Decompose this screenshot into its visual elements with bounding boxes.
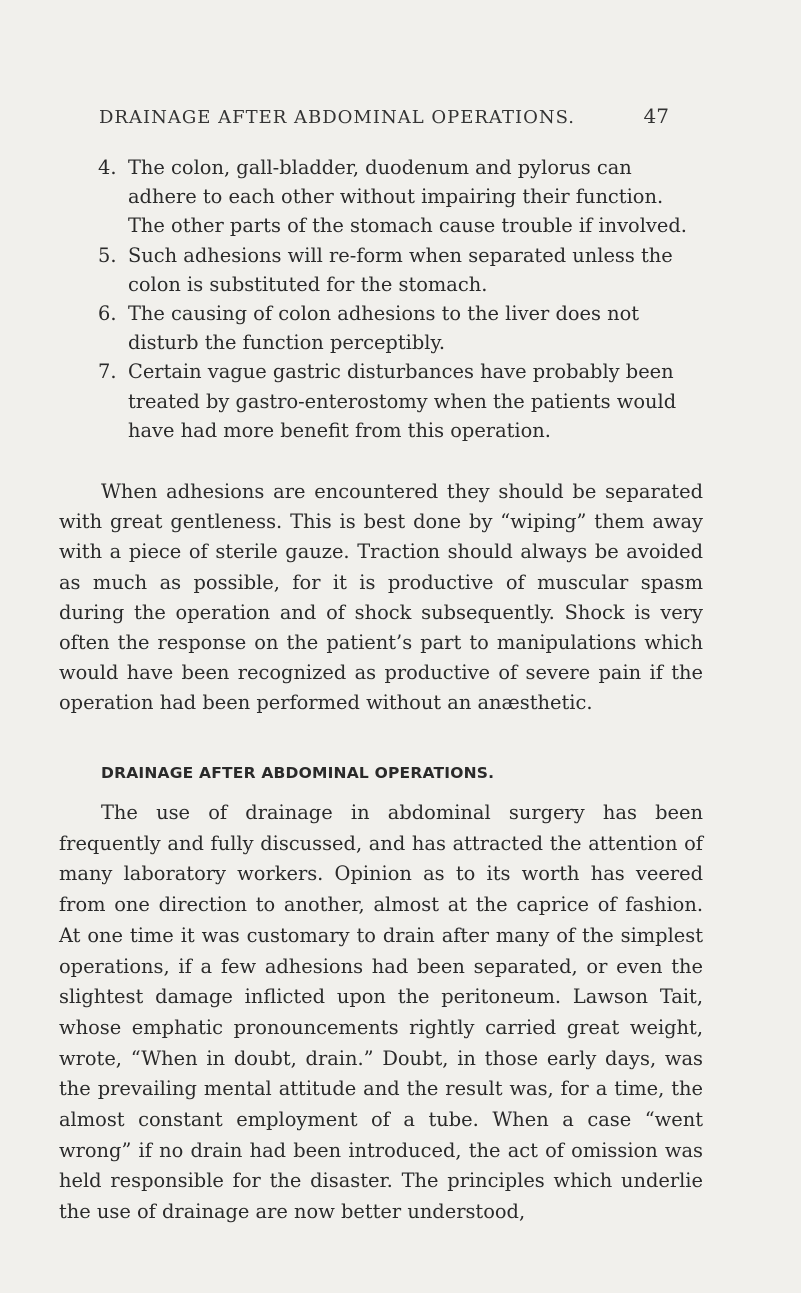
list-item [98, 357, 703, 445]
list-item [98, 241, 703, 299]
body-paragraph: The use of drainage in abdominal surgery has been frequently and fully discussed, and has attracted the attention of many laboratory workers. Opinion as to its worth has veered from one direction to another, almost at the caprice of fashion. At one time it was customary to drain after many of the simplest operations, if a few adhesions had been separated, or even the slightest damage inflicted upon the peritoneum. Lawson Tait, whose emphatic pronouncements rightly carried great weight, wrote, “When in doubt, drain.” Doubt, in those early days, was the prevailing mental attitude and the result was, for a time, the almost constant employment of a tube. When a case “went wrong” if no drain had been introduced, the act of omission was held responsible for the disaster. The principles which underlie the use of drainage are now better understood, [59, 801, 703, 1224]
page-number: 47 [643, 104, 669, 128]
running-head [99, 104, 669, 128]
numbered-list [98, 153, 703, 445]
list-item-text: Certain vague gastric disturbances have probably been treated by gastro-enterostomy when the patients would have had more benefit from this operation. [128, 360, 677, 442]
list-item-number: 6. [98, 302, 117, 326]
body-paragraph: When adhesions are encountered they should be separated with great gentleness. This is best done by “wiping” them away with a piece of sterile gauze. Traction should always be avoided as much as possible, for it is productive of muscular spasm during the operation and of shock subsequently. Shock is very often the response on the patient’s part to manipulations which would have been recognized as productive of severe pain if the operation had been performed without an anæsthetic. [59, 480, 703, 715]
running-head-title: DRAINAGE AFTER ABDOMINAL OPERATIONS. [99, 107, 575, 128]
list-item [98, 299, 703, 357]
list-item-number: 4. [98, 156, 117, 179]
list-item-text: The causing of colon adhesions to the liver does not disturb the function perceptibly. [128, 302, 640, 355]
list-item-text: Such adhesions will re-form when separated unless the colon is substituted for the stomach. [128, 243, 673, 296]
section-heading: DRAINAGE AFTER ABDOMINAL OPERATIONS. [101, 764, 495, 782]
list-item-number: 5. [98, 243, 117, 267]
list-item [98, 153, 703, 241]
list-item-text: The colon, gall-bladder, duodenum and pylorus can adhere to each other without impairing their function. The other parts of the stomach cause trouble if involved. [128, 156, 687, 238]
list-item-number: 7. [98, 360, 117, 384]
